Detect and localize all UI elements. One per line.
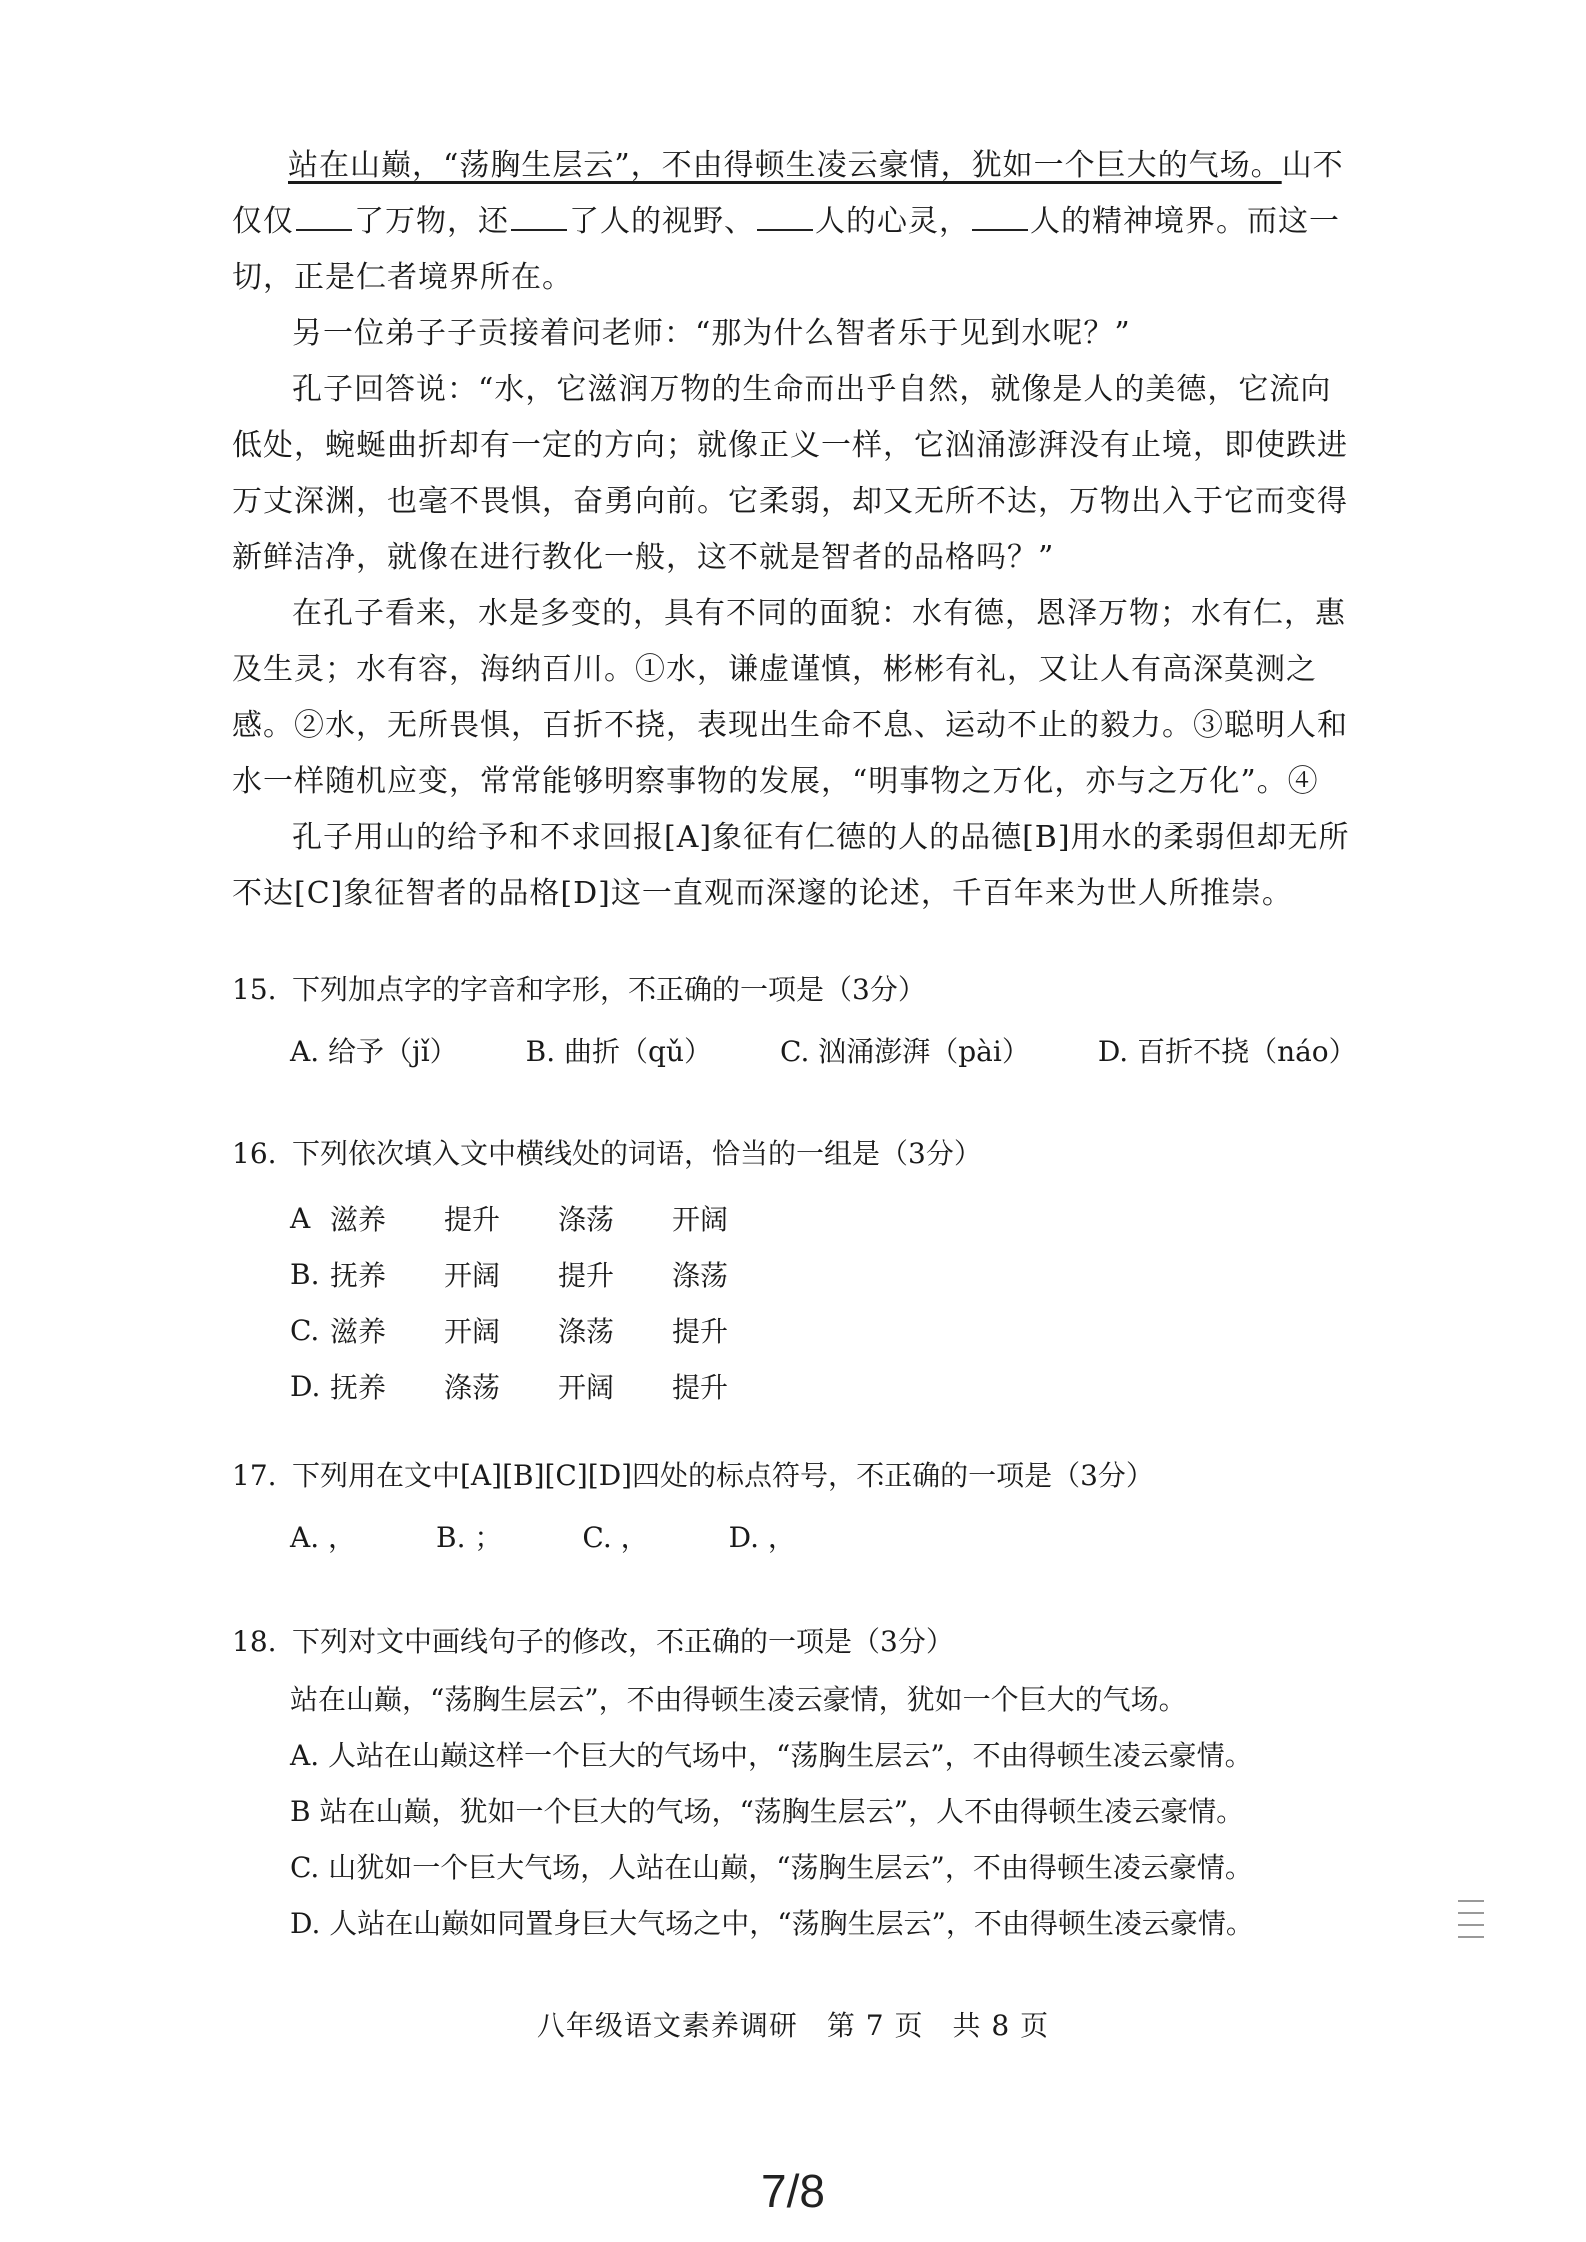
emphasis-dots: 不正确 • • [656, 1625, 740, 1658]
question-15-options [232, 1030, 1357, 1070]
page-indicator: 7/8 [761, 2165, 825, 2217]
question-15 [232, 968, 1357, 1070]
option-d[interactable]: D. 百折不挠（náo） [1097, 1035, 1357, 1068]
question-17 [232, 1454, 1352, 1556]
passage-paragraph-4: 在孔子看来，水是多变的，具有不同的面貌：水有德，恩泽万物；水有仁，惠及生灵；水有容，海纳百川。①水，谦虚谨慎，彬彬有礼，又让人有高深莫测之感。②水，无所畏惧，百折不挠，表现出生命不息、运动不止的毅力。③聪明人和水一样随机应变，常常能够明察事物的发展，“明事物之万化，亦与之万化”。④ [232, 596, 1348, 799]
passage-paragraph-5: 孔子用山的给予和不求回报[A]象征有仁德的人的品德[B]用水的柔弱但却无所不达[C]象征智者的品格[D]这一直观而深邃的论述，千百年来为世人所推崇。 [232, 820, 1350, 911]
question-16 [232, 1132, 1352, 1414]
reading-passage [232, 138, 1352, 922]
option-a[interactable]: A. 人站在山巅这样一个巨大的气场中，“荡胸生层云”，不由得顿生凌云豪情。 [290, 1739, 1253, 1772]
fill-blank-3 [757, 205, 813, 231]
underlined-sentence: 站在山巅，“荡胸生层云”，不由得顿生凌云豪情，犹如一个巨大的气场。 [288, 148, 1282, 183]
original-sentence: 站在山巅，“荡胸生层云”，不由得顿生凌云豪情，犹如一个巨大的气场。 [290, 1683, 1187, 1716]
fill-blank-4 [972, 205, 1028, 231]
question-18-body [232, 1672, 1352, 1952]
fill-blank-2 [511, 205, 567, 231]
option-b[interactable]: B. 曲折（qǔ） [525, 1035, 713, 1068]
page-footer: 八年级语文素养调研 第 7 页 共 8 页 [536, 2009, 1050, 2042]
option-a[interactable]: A. 给予（jǐ） [290, 1035, 458, 1068]
question-18-stem: 18. 下列对文中画线句子的修改，不正确 • •的一项是（3分） [232, 1620, 1352, 1664]
binding-mark-icon [1458, 1900, 1484, 1948]
fill-blank-1 [296, 205, 352, 231]
option-c[interactable]: C. 汹涌澎湃（pài） [780, 1035, 1030, 1068]
option-d[interactable]: D. 人站在山巅如同置身巨大气场之中，“荡胸生层云”，不由得顿生凌云豪情。 [290, 1907, 1254, 1940]
question-17-options [232, 1516, 1352, 1556]
passage-paragraph-3: 孔子回答说：“水，它滋润万物的生命而出乎自然，就像是人的美德，它流向低处，蜿蜒曲折却有一定的方向；就像正义一样，它汹涌澎湃没有止境，即使跌进万丈深渊，也毫不畏惧，奋勇向前。它柔弱，却又无所不达，万物出入于它而变得新鲜洁净，就像在进行教化一般，这不就是智者的品格吗？” [232, 372, 1348, 575]
option-c[interactable]: C. 山犹如一个巨大气场，人站在山巅，“荡胸生层云”，不由得顿生凌云豪情。 [290, 1851, 1253, 1884]
option-b[interactable]: B 站在山巅，犹如一个巨大的气场，“荡胸生层云”，人不由得顿生凌云豪情。 [290, 1795, 1245, 1828]
option-row-b[interactable]: B. 抚养 开阔 提升 涤荡 [290, 1257, 729, 1292]
emphasis-dots: 不正确 • • [856, 1459, 940, 1492]
question-15-stem: 15. 下列加点字的字音和字形，不正确 • •的一项是（3分） [232, 968, 1352, 1012]
passage-paragraph-1: 站在山巅，“荡胸生层云”，不由得顿生凌云豪情，犹如一个巨大的气场。山不仅仅 了万物，还 了人的视野、 人的心灵， 人的精神境界。而这一切，正是仁者境界所在。 [232, 148, 1344, 295]
passage-paragraph-2: 另一位弟子子贡接着问老师：“那为什么智者乐于见到水呢？” [292, 316, 1131, 351]
question-17-stem: 17. 下列用在文中[A][B][C][D]四处的标点符号，不正确 • •的一项是（3分） [232, 1454, 1352, 1498]
question-16-options [232, 1190, 1352, 1414]
option-b[interactable]: B. ； [436, 1521, 503, 1554]
question-16-stem: 16. 下列依次填入文中横线处的词语，恰当的一组是（3分） [232, 1137, 982, 1170]
option-d[interactable]: D. ， [728, 1521, 796, 1554]
question-18 [232, 1620, 1352, 1952]
option-c[interactable]: C. ， [582, 1521, 649, 1554]
emphasis-dots: 不正确 • • [628, 973, 712, 1006]
option-row-c[interactable]: C. 滋养 开阔 涤荡 提升 [290, 1313, 729, 1348]
option-a[interactable]: A. ， [290, 1521, 357, 1554]
option-row-d[interactable]: D. 抚养 涤荡 开阔 提升 [290, 1369, 729, 1404]
option-row-a[interactable]: A 滋养 提升 涤荡 开阔 [290, 1201, 729, 1236]
